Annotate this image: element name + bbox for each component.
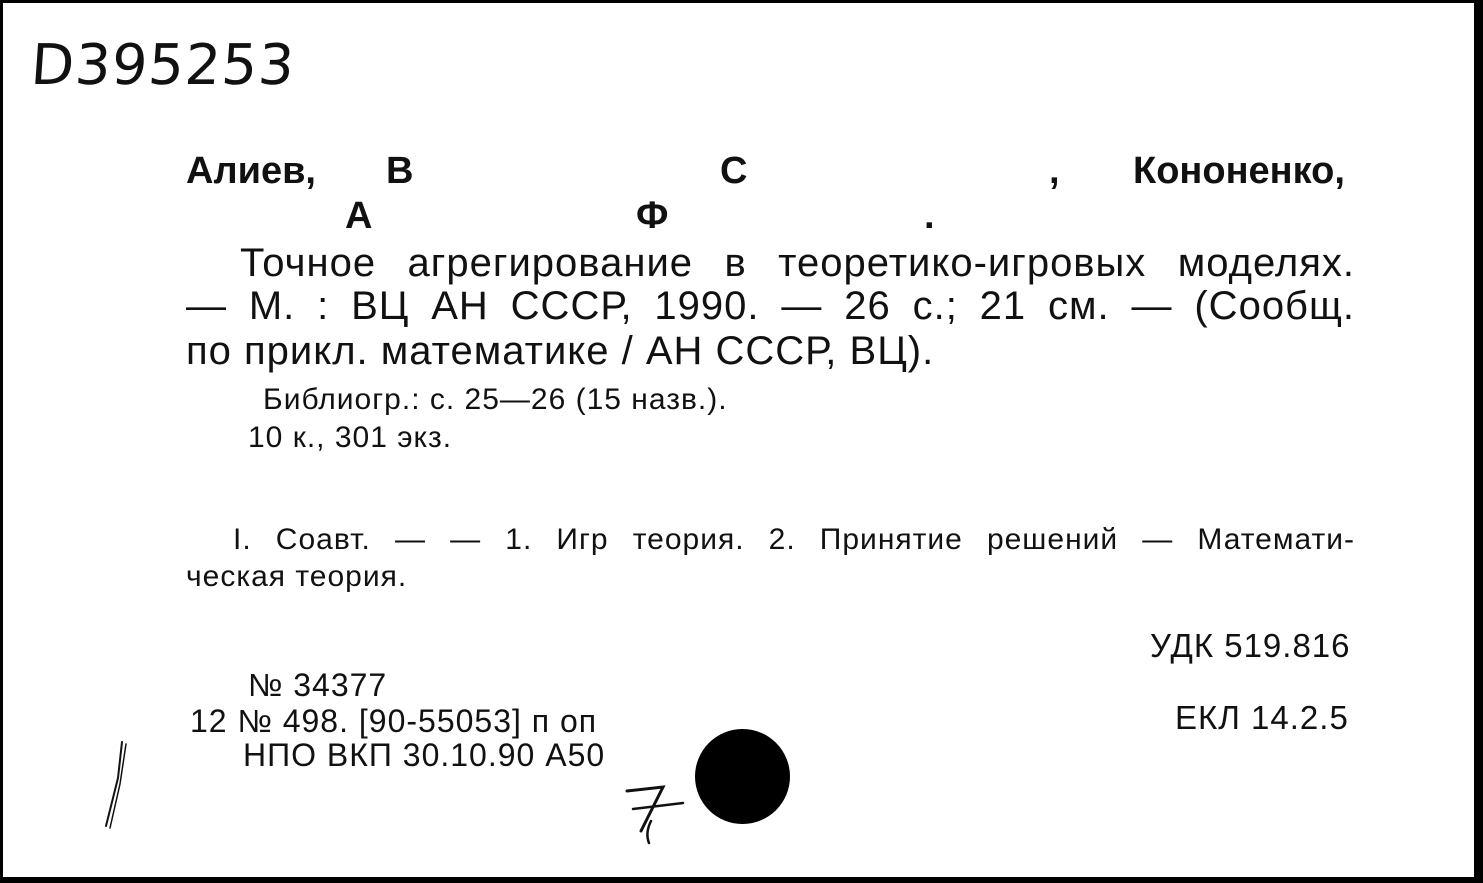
price-copies-note: 10 к., 301 экз. xyxy=(248,421,453,454)
udc-code: УДК 519.816 xyxy=(1150,627,1351,664)
description-line-2: — М. : ВЦ АН СССР, 1990. — 26 с.; 21 см. — (Сообщ. xyxy=(186,284,1355,328)
order-number: № 34377 xyxy=(248,667,388,703)
author-surname: Алиев, xyxy=(186,150,316,192)
coauthor-initial-1: А xyxy=(345,195,373,237)
print-line: 12 № 498. [90-55053] п оп xyxy=(190,703,598,739)
bibliography-note: Библиогр.: с. 25—26 (15 назв.). xyxy=(263,383,728,416)
subject-tracing-line-1: I. Соавт. — — 1. Игр теория. 2. Принятие решений — Математи- xyxy=(233,523,1355,556)
coauthor-initial-2: Ф xyxy=(636,195,669,237)
ekl-code: ЕКЛ 14.2.5 xyxy=(1175,699,1349,736)
description-line-1: Точное агрегирование в теоретико-игровых моделях. xyxy=(240,241,1355,285)
publisher-line: НПО ВКП 30.10.90 А50 xyxy=(243,737,606,773)
pencil-stroke xyxy=(98,738,133,833)
author-comma: , xyxy=(1049,150,1060,192)
subject-tracing-line-2: ческая теория. xyxy=(186,560,408,593)
coauthor-initials-dot: . xyxy=(924,195,935,237)
description-line-3: по прикл. математике / АН СССР, ВЦ). xyxy=(186,329,935,373)
coauthor-surname: Кононенко, xyxy=(1133,150,1345,192)
handwritten-mark-7 xyxy=(623,773,703,848)
author-initial-1: В xyxy=(386,150,414,192)
shelfmark-handwritten: D395253 xyxy=(28,33,298,98)
author-initial-2: С xyxy=(720,150,748,192)
punch-hole xyxy=(695,729,790,824)
